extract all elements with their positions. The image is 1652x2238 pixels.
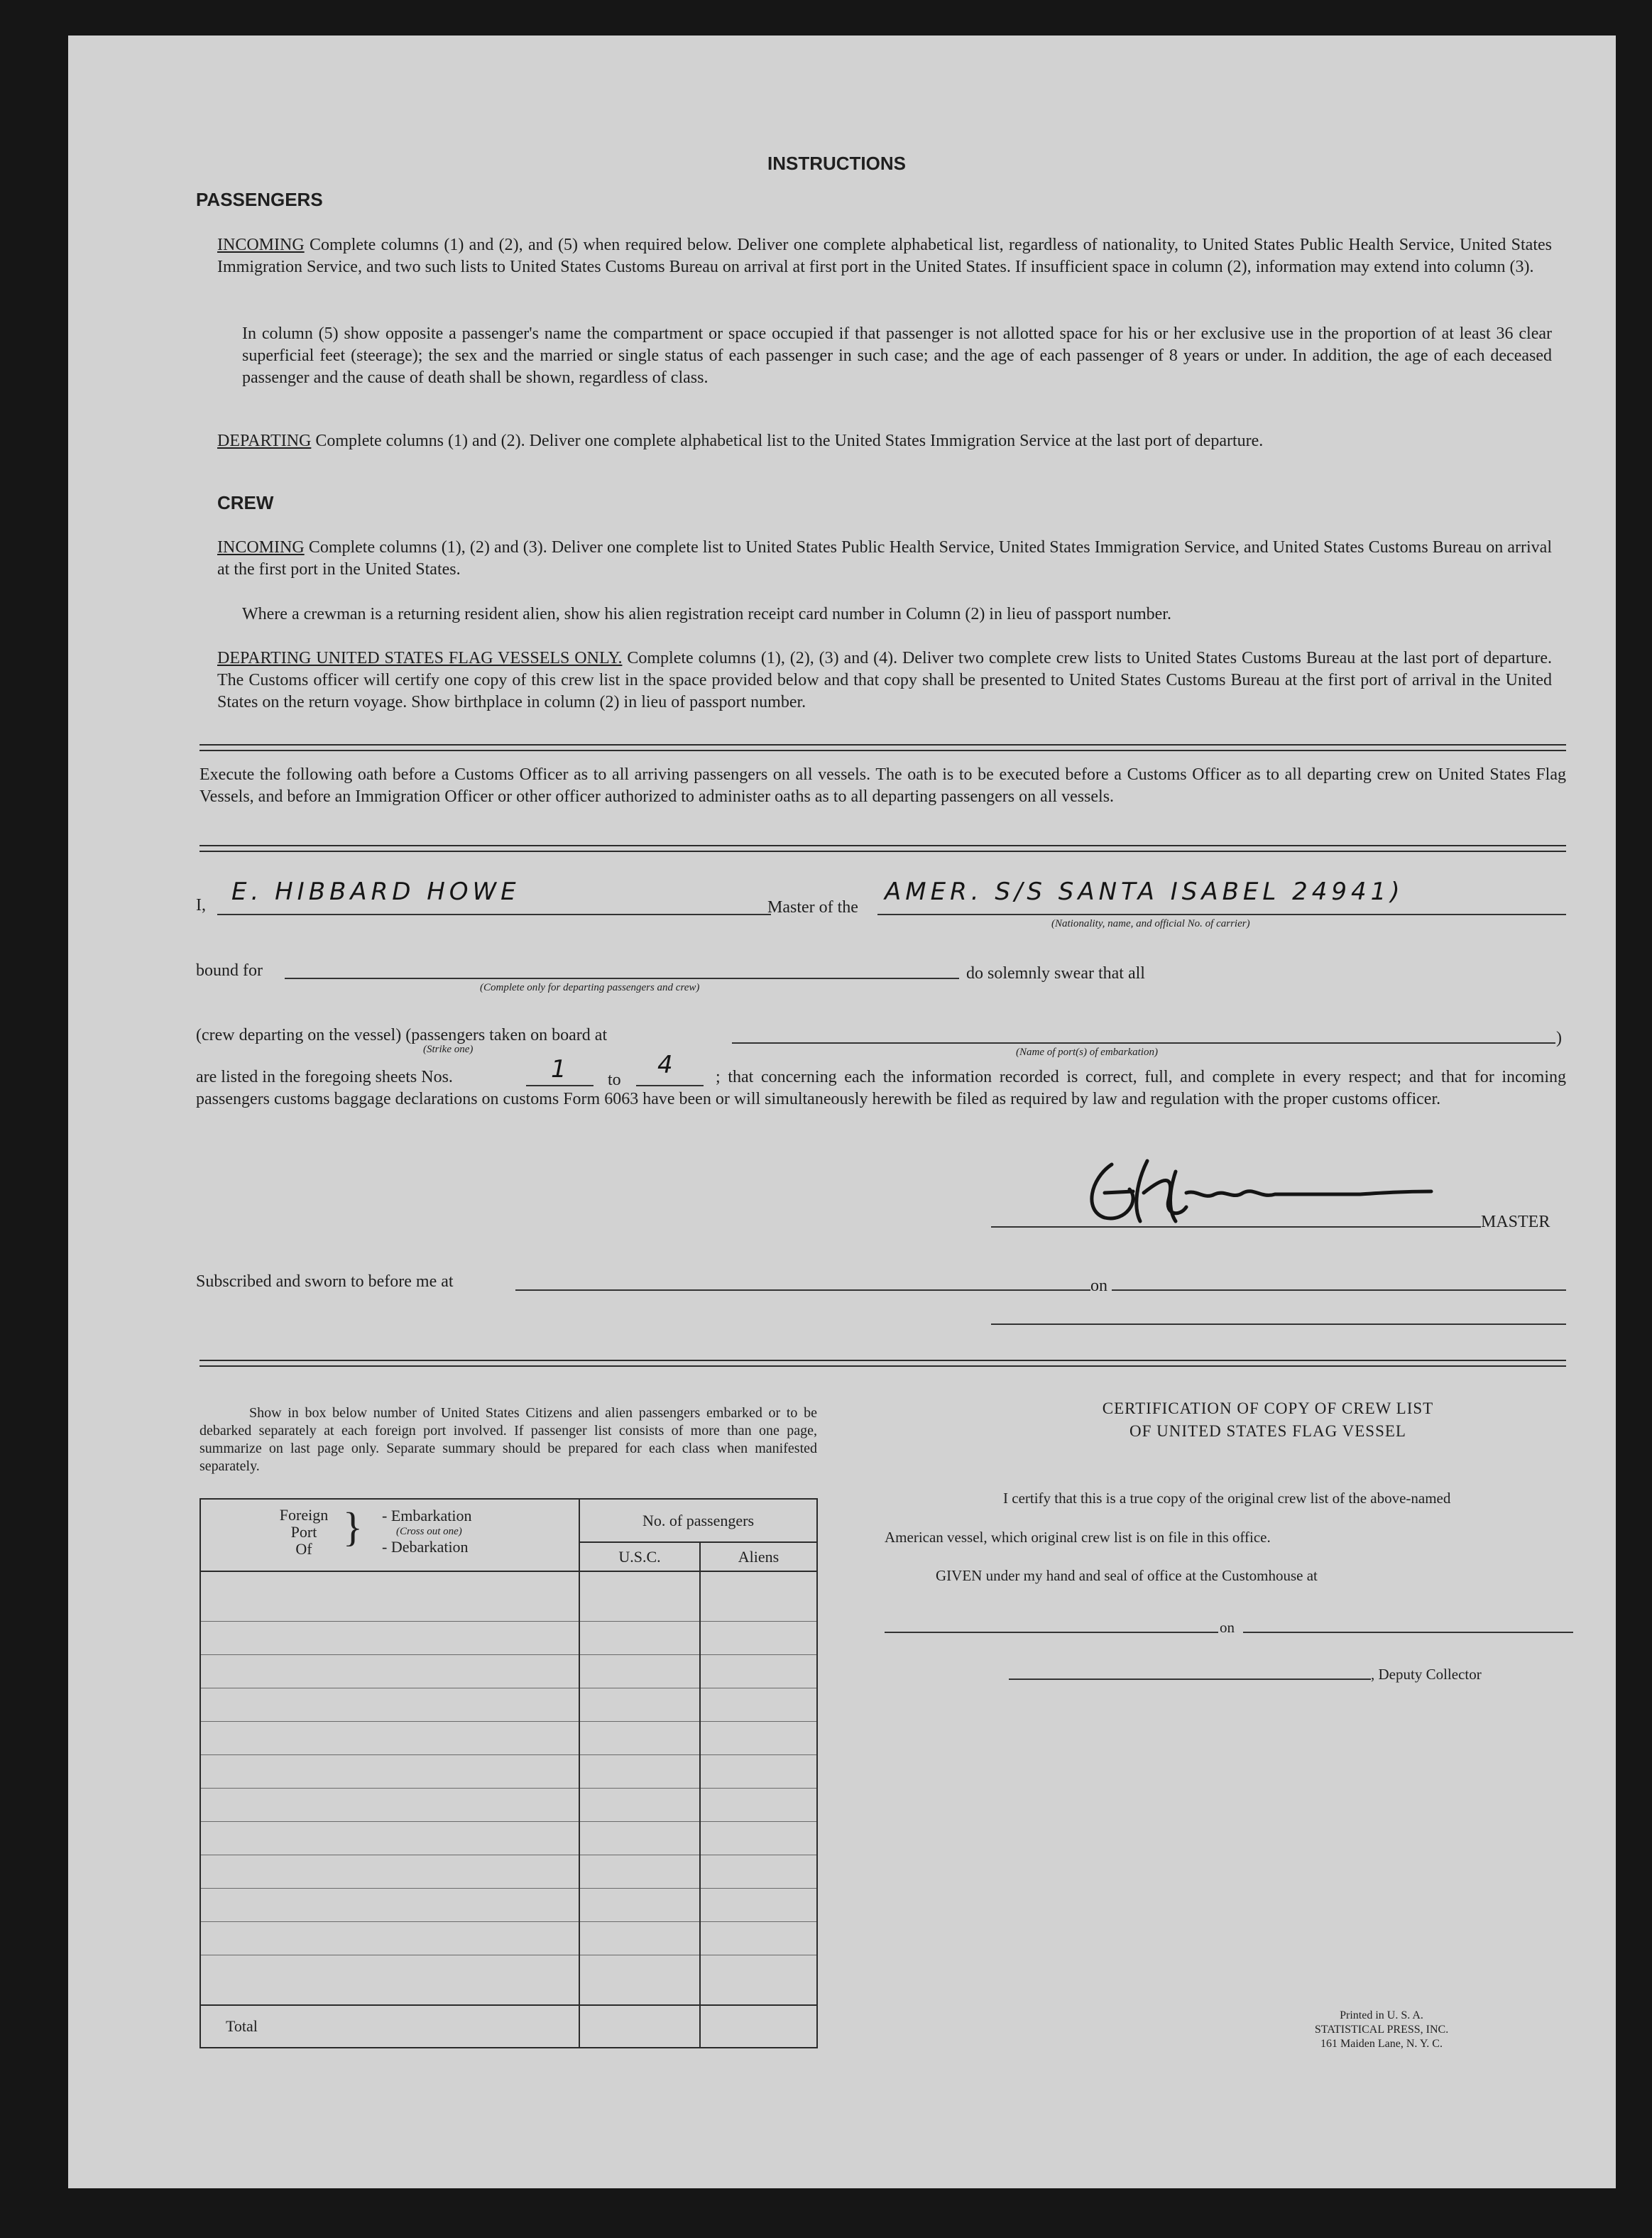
certify-text-1: I certify that this is a true copy of the original crew list of the above-named [1003,1490,1451,1507]
form-page [68,36,1616,2188]
sworn-date-field[interactable] [1112,1289,1566,1291]
master-signature [1062,1150,1438,1235]
customhouse-place-field[interactable] [885,1632,1218,1633]
master-signature-line [991,1226,1481,1228]
certification-date-field[interactable] [1243,1632,1573,1633]
bound-for-field[interactable] [285,978,959,979]
bound-for-label: bound for [196,961,263,980]
port-cell[interactable] [200,1722,579,1755]
brace-icon: } [343,1504,363,1550]
usc-cell[interactable] [579,1688,700,1722]
port-cell[interactable] [200,1688,579,1722]
usc-cell[interactable] [579,1571,700,1622]
given-text: GIVEN under my hand and seal of office at the Customhouse at [936,1567,1318,1584]
port-label: Port [290,1523,317,1541]
separator-rule [199,1360,1566,1361]
deputy-collector-signature-field[interactable] [1009,1678,1371,1680]
debarkation-option[interactable]: - Debarkation [382,1538,469,1556]
usc-cell[interactable] [579,1722,700,1755]
crew-departing-text: Complete columns (1), (2), (3) and (4). Deliver two complete crew lists to United States Customs Bureau at the last port of departure. The Customs officer will certify one copy of this crew list in the space provided below and that copy shall be presented to United States Customs Bureau at the first port of arrival in the United States on the return voyage. Show birthplace in column (2) in lieu of passport number. [217,649,1552,711]
port-cell[interactable] [200,1889,579,1922]
port-cell[interactable] [200,1755,579,1789]
crew-heading: CREW [217,492,274,513]
master-name-line [217,914,771,915]
aliens-cell[interactable] [700,1755,817,1789]
sworn-place-field[interactable] [515,1289,1090,1291]
usc-cell[interactable] [579,1922,700,1955]
oath-i-label: I, [196,896,206,915]
printer-imprint [1275,2009,1488,2051]
aliens-cell[interactable] [700,1655,817,1688]
port-cell[interactable] [200,1855,579,1889]
sheet-to-field[interactable]: 4 [657,1051,677,1079]
vessel-field[interactable]: AMER. S/S SANTA ISABEL 24941) [885,878,1404,906]
usc-cell[interactable] [579,1955,700,2006]
usc-cell[interactable] [579,1622,700,1655]
summary-note: Show in box below number of United States Citizens and alien passengers embarked or to be debarked separately at each foreign port involved. If passenger list consists of more than one page, summarize on last page only. Separate summary should be prepared for each class when manifested separately. [199,1405,817,1474]
port-cell[interactable] [200,1655,579,1688]
sheets-suffix: ; that concerning each the information recorded is correct, full, and complete in every respect; and that for incoming passengers customs baggage declarations on customs Form 6063 have been or will simultaneously herewith be filed as required by law and regulation with the proper customs officer. [196,1068,1566,1108]
port-cell[interactable] [200,1955,579,2006]
crew-incoming-text: Complete columns (1), (2) and (3). Deliver one complete list to United States Public Health Service, United States Immigration Service, and United States Customs Bureau on arrival at the first port in the United States. [217,538,1552,579]
aliens-cell[interactable] [700,1922,817,1955]
of-label: Of [295,1540,312,1558]
master-label: MASTER [1481,1213,1550,1231]
crew-departing-instruction [217,648,1552,714]
separator-rule [199,851,1566,852]
swear-label: do solemnly swear that all [966,964,1145,983]
crew-resident-instruction: Where a crewman is a returning resident alien, show his alien registration receipt card number in Column (2) in lieu of passport number. [242,605,1171,623]
certification-title-line1: CERTIFICATION OF COPY OF CREW LIST [1102,1399,1434,1417]
printer-line1: Printed in U. S. A. [1340,2009,1423,2021]
usc-cell[interactable] [579,1655,700,1688]
certify-text-2: American vessel, which original crew list is on file in this office. [885,1529,1271,1546]
vessel-caption: (Nationality, name, and official No. of carrier) [1051,918,1250,929]
aliens-cell[interactable] [700,1722,817,1755]
passengers-column5-instruction: In column (5) show opposite a passenger's name the compartment or space occupied if that passenger is not allotted space for his or her exclusive use in the proportion of at least 36 clear superficial feet (steerage); the sex and the married or single status of each passenger in such case; and the age of each passenger of 8 years or under. In addition, the age of each deceased passenger and the cause of death shall be shown, regardless of class. [242,324,1552,387]
foreign-label: Foreign [279,1506,329,1524]
certification-title [920,1397,1616,1443]
aliens-cell[interactable] [700,1622,817,1655]
passengers-incoming-label: INCOMING [217,236,305,254]
aliens-cell[interactable] [700,1822,817,1855]
oath-intro: Execute the following oath before a Customs Officer as to all arriving passengers on all vessels. The oath is to be executed before a Customs Officer as to all departing crew on United States Flag Vessels, and before an Immigration Officer or other officer authorized to administer oaths as to all departing passengers on all vessels. [199,765,1566,806]
strike-one-caption: (Strike one) [423,1044,474,1055]
no-passengers-header: No. of passengers [579,1499,817,1542]
total-aliens-cell[interactable] [700,2005,817,2048]
total-usc-cell[interactable] [579,2005,700,2048]
usc-cell[interactable] [579,1855,700,1889]
separator-rule [199,1365,1566,1367]
to-label: to [608,1071,621,1089]
aliens-cell[interactable] [700,1889,817,1922]
port-cell[interactable] [200,1822,579,1855]
port-cell[interactable] [200,1922,579,1955]
passengers-incoming-instruction [217,234,1552,278]
port-header-cell [200,1499,579,1571]
certification-title-line2: OF UNITED STATES FLAG VESSEL [1129,1422,1406,1440]
foreign-port-of [268,1507,339,1558]
passengers-heading: PASSENGERS [196,189,323,210]
crew-incoming-label: INCOMING [217,538,305,557]
separator-rule [199,744,1566,746]
master-of-label: Master of the [767,898,858,917]
officer-signature-field[interactable] [991,1323,1566,1325]
crew-departing-label: DEPARTING UNITED STATES FLAG VESSELS ONLY. [217,649,623,667]
subscribed-label: Subscribed and sworn to before me at [196,1272,454,1291]
deputy-collector-label: , Deputy Collector [1371,1666,1482,1683]
instructions-title: INSTRUCTIONS [767,153,906,174]
aliens-cell[interactable] [700,1955,817,2006]
usc-cell[interactable] [579,1789,700,1822]
embarkation-ports-field[interactable] [732,1042,1555,1044]
embarkation-option[interactable]: - Embarkation [382,1507,472,1524]
bound-for-caption: (Complete only for departing passengers and crew) [480,982,700,993]
passengers-incoming-text: Complete columns (1) and (2), and (5) when required below. Deliver one complete alphabetical list, regardless of nationality, to United States Public Health Service, United States Immigration Service, and two such lists to United States Customs Bureau on arrival at first port in the United States. If insufficient space in column (2), information may extend into column (3). [217,236,1552,276]
passenger-summary-table [199,1498,818,2048]
port-cell[interactable] [200,1622,579,1655]
master-name-field[interactable]: E. HIBBARD HOWE [231,878,520,906]
aliens-cell[interactable] [700,1789,817,1822]
usc-header: U.S.C. [579,1542,700,1571]
aliens-header: Aliens [700,1542,817,1571]
crew-incoming-instruction [217,537,1552,581]
aliens-cell[interactable] [700,1571,817,1622]
ports-caption: (Name of port(s) of embarkation) [1016,1047,1158,1058]
usc-cell[interactable] [579,1889,700,1922]
cross-out-caption: (Cross out one) [396,1526,462,1537]
separator-rule [199,845,1566,846]
certification-on-label: on [1220,1619,1235,1636]
aliens-cell[interactable] [700,1688,817,1722]
printer-line2: STATISTICAL PRESS, INC. [1314,2024,1449,2036]
passengers-departing-instruction [217,430,1552,452]
embark-debark-options [382,1508,471,1555]
vessel-line [877,914,1566,915]
passengers-departing-text: Complete columns (1) and (2). Deliver one complete alphabetical list to the United States Immigration Service at the last port of departure. [315,432,1264,450]
total-label: Total [200,2005,579,2048]
sheets-prefix: are listed in the foregoing sheets Nos. [196,1068,453,1086]
usc-cell[interactable] [579,1755,700,1789]
separator-rule [199,750,1566,751]
sheet-from-field[interactable]: 1 [551,1055,571,1083]
close-paren: ) [1556,1029,1562,1047]
aliens-cell[interactable] [700,1855,817,1889]
passengers-departing-label: DEPARTING [217,432,312,450]
port-cell[interactable] [200,1571,579,1622]
on-label: on [1090,1277,1107,1295]
printer-line3: 161 Maiden Lane, N. Y. C. [1320,2038,1443,2050]
crew-departing-phrase: (crew departing on the vessel) (passengers taken on board at [196,1026,608,1044]
usc-cell[interactable] [579,1822,700,1855]
port-cell[interactable] [200,1789,579,1822]
